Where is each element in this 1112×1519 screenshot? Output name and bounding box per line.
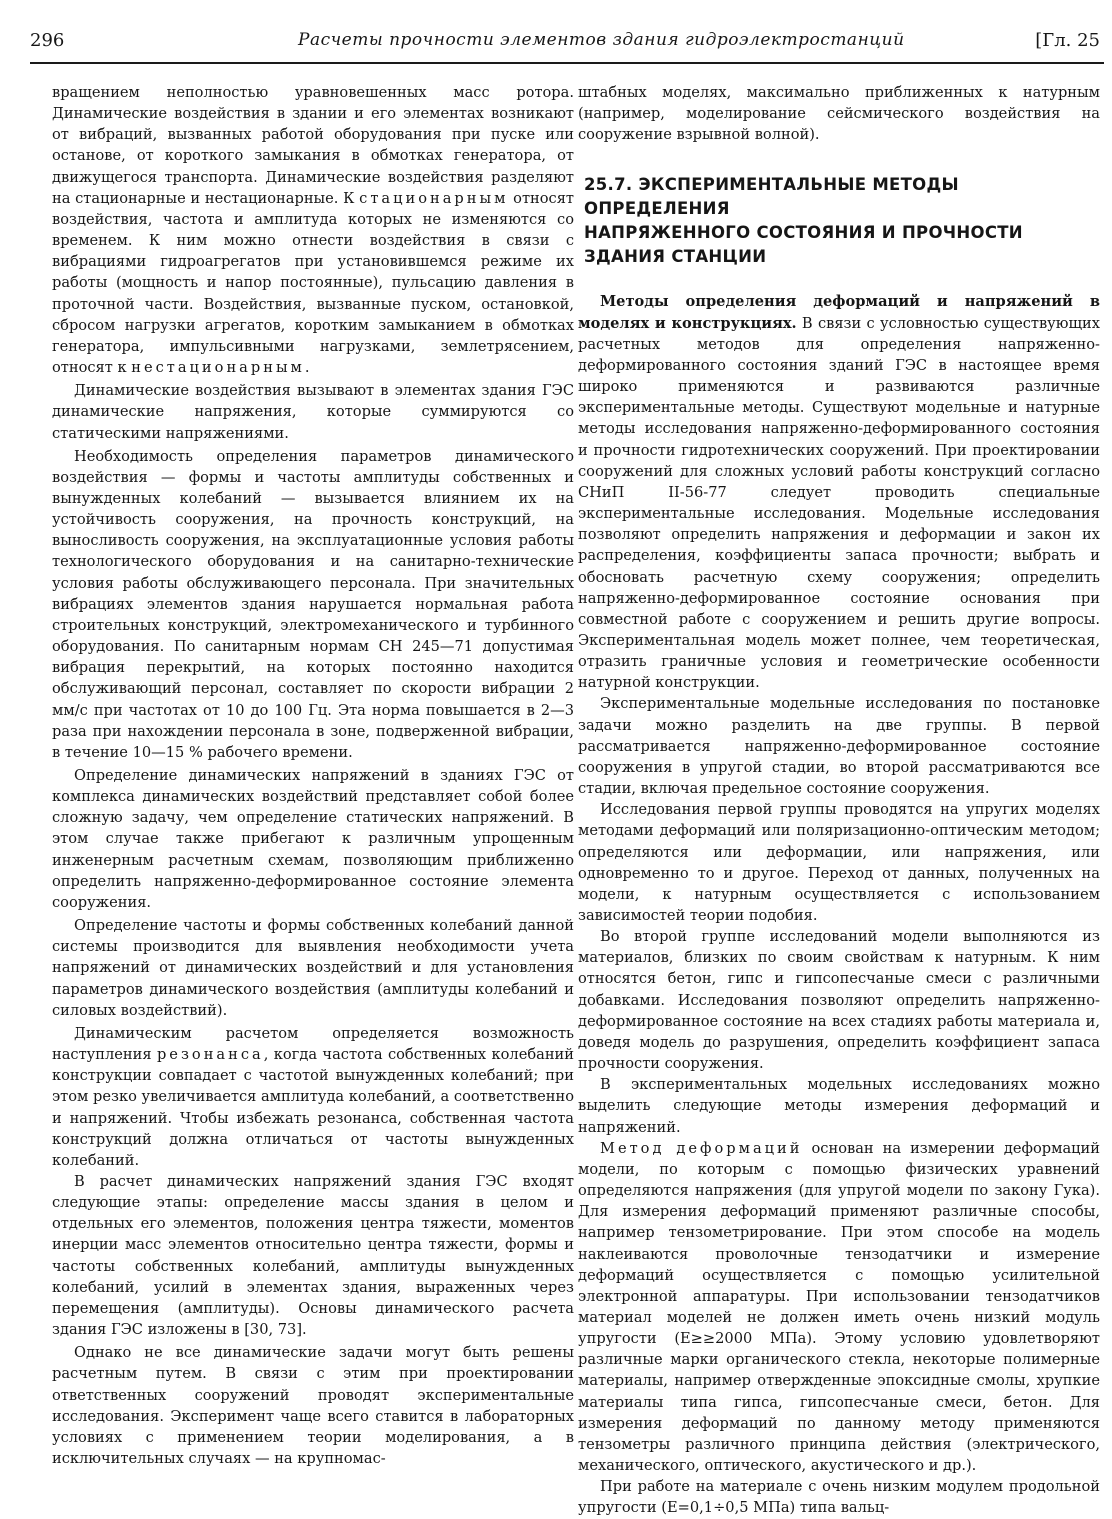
paragraph: вращением неполностью уравновешенных масс ротора. Динамические воздействия в здании и его элементах возникают от вибраций, вызванных работой оборудования при пуске или останове, от короткого замыкания в обмотках генератора, от движущегося транспорта. Динамические воздействия разделяют на стационарные и нестационарные. К стационарным относят воздействия, частота и амплитуда которых не изменяются со временем. К ним можно отнести воздействия в связи с вибрациями гидроагрегатов при установившемся режиме их работы (мощность и напор постоянные), пульсацию давления в проточной части. Воздействия, вызванные пуском, остановкой, сбросом нагрузки агрегатов, коротким замыканием в обмотках генератора, импульсивными нагрузками, землетрясением, относят к нестационарным.	[52, 84, 574, 377]
chapter-label: [Гл. 25	[1035, 30, 1100, 51]
run-in-heading: Методы определения деформаций и напряжений в моделях и конструкциях.	[578, 293, 1100, 332]
left-column	[52, 82, 574, 1469]
running-header	[30, 26, 1104, 64]
paragraph: В экспериментальных модельных исследованиях можно выделить следующие методы измерения деформаций и напряжений.	[578, 1076, 1100, 1136]
paragraph: Динамические воздействия вызывают в элементах здания ГЭС динамические напряжения, которые суммируются со статическими напряжениями.	[52, 382, 574, 442]
paragraph: Исследования первой группы проводятся на упругих моделях методами деформаций или поляризационно-оптическим методом; определяются или деформации, или напряжения, или одновременно то и другое. Переход от данных, полученных на модели, к натурным осуществляется с использованием зависимостей теории подобия.	[578, 801, 1100, 924]
paragraph: Определение частоты и формы собственных колебаний данной системы производится для выявления необходимости учета напряжений от динамических воздействий и для установления параметров динамического воздействия (амплитуды колебаний и силовых воздействий).	[52, 917, 574, 1019]
paragraph: Динамическим расчетом определяется возможность наступления резонанса, когда частота собственных колебаний конструкции совпадает с частотой вынужденных колебаний; при этом резко увеличивается амплитуда колебаний, а соответственно и напряжений. Чтобы избежать резонанса, собственная частота конструкций должна отличаться от частоты вынужденных колебаний.	[52, 1024, 575, 1169]
page-number: 296	[30, 30, 65, 51]
paragraph: Во второй группе исследований модели выполняются из материалов, близких по своим свойствам к натурным. К ним относятся бетон, гипс и гипсопесчаные смеси с различными добавками. Исследования позволяют определить напряженно-деформированное состояние на всех стадиях работы материала и, доведя модель до разрушения, определить коэффициент запаса прочности сооружения.	[578, 928, 1100, 1073]
right-column	[578, 82, 1100, 1519]
paragraph: Методы определения деформаций и напряжений в моделях и конструкциях. В связи с условностью существующих расчетных методов для определения напряженно-деформированного состояния зданий ГЭС в настоящее время широко применяются и развиваются различные экспериментальные методы. Существуют модельные и натурные методы исследования напряженно-деформированного состояния и прочности гидротехнических сооружений. При проектировании сооружений для сложных условий работы конструкций согласно СНиП II-56-77 следует проводить специальные экспериментальные исследования. Модельные исследования позволяют определить напряжения и деформации и закон их распределения, коэффициенты запаса прочности; выбрать и обосновать расчетную схему сооружения; определить напряженно-деформированное состояние основания при совместной работе с сооружением и решить другие вопросы. Экспериментальная модель может полнее, чем теоретическая, отразить граничные условия и геометрические особенности натурной конструкции.	[578, 293, 1100, 692]
paragraph: Определение динамических напряжений в зданиях ГЭС от комплекса динамических воздействий представляет собой более сложную задачу, чем определение статических напряжений. В этом случае также прибегают к различным упрощенным инженерным расчетным схемам, позволяющим приближенно определить напряженно-деформированное состояние элемента сооружения.	[52, 767, 574, 911]
paragraph: Однако не все динамические задачи могут быть решены расчетным путем. В связи с этим при проектировании ответственных сооружений проводят экспериментальные исследования. Эксперимент чаще всего ставится в лабораторных условиях с применением теории моделирования, а в исключительных случаях — на крупномас-	[52, 1344, 574, 1467]
paragraph: Необходимость определения параметров динамического воздействия — формы и частоты амплитуды собственных и вынужденных колебаний — вызывается влиянием их на устойчивость сооружения, на прочность конструкций, на выносливость сооружения, на эксплуатационные условия работы технологического оборудования и на санитарно-технические условия работы обслуживающего персонала. При значительных вибрациях элементов здания нарушается нормальная работа строительных конструкций, электромеханического и турбинного оборудования. По санитарным нормам СН 245—71 допустимая вибрация перекрытий, на которых постоянно находится обслуживающий персонал, составляет по скорости вибрации 2 мм/с при частотах от 10 до 100 Гц. Эта норма повышается в 2—3 раза при нахождении персонала в зоне, подверженной вибрации, в течение 10—15 % рабочего времени.	[52, 447, 574, 761]
paragraph: При работе на материале с очень низким модулем продольной упругости (E=0,1÷0,5 МПа) типа вальц-	[578, 1478, 1100, 1517]
paragraph: Метод деформаций основан на измерении деформаций модели, по которым с помощью физических уравнений определяются напряжения (для упругой модели по закону Гука). Для измерения деформаций применяют различные способы, например тензометрирование. При этом способе на модель наклеиваются проволочные тензодатчики и измерение деформаций осуществляется с помощью усилительной электронной аппаратуры. При использовании тензодатчиков материал моделей не должен иметь очень низкий модуль упругости (E≥≥2000 МПа). Этому условию удовлетворяют различные марки органического стекла, некоторые полимерные материалы, например отвержденные эпоксидные смолы, хрупкие материалы типа гипса, гипсопесчаные смеси, бетон. Для измерения деформаций по данному методу применяются тензометры различного принципа действия (электрического, механического, оптического, акустического и др.).	[578, 1139, 1100, 1475]
section-heading: 25.7. ЭКСПЕРИМЕНТАЛЬНЫЕ МЕТОДЫ ОПРЕДЕЛЕНИЯ НАПРЯЖЕННОГО СОСТОЯНИЯ И ПРОЧНОСТИ ЗДАНИЯ СТАНЦИИ	[584, 175, 1023, 267]
paragraph: штабных моделях, максимально приближенных к натурным (например, моделирование сейсмического воздействия на сооружение взрывной волной).	[578, 84, 1100, 144]
running-title: Расчеты прочности элементов здания гидроэлектростанций	[298, 30, 905, 50]
paragraph: В расчет динамических напряжений здания ГЭС входят следующие этапы: определение массы здания в целом и отдельных его элементов, положения центра тяжести, моментов инерции масс элементов относительно центра тяжести, формы и частоты собственных колебаний, амплитуды вынужденных колебаний, усилий в элементах здания, выраженных через перемещения (амплитуды). Основы динамического расчета здания ГЭС изложены в [30, 73].	[52, 1172, 574, 1339]
paragraph: Экспериментальные модельные исследования по постановке задачи можно разделить на две группы. В первой рассматривается напряженно-деформированное состояние сооружения в упругой стадии, во второй рассматриваются все стадии, включая предельное состояние сооружения.	[578, 695, 1100, 798]
method-term: Метод деформаций	[600, 1139, 803, 1157]
